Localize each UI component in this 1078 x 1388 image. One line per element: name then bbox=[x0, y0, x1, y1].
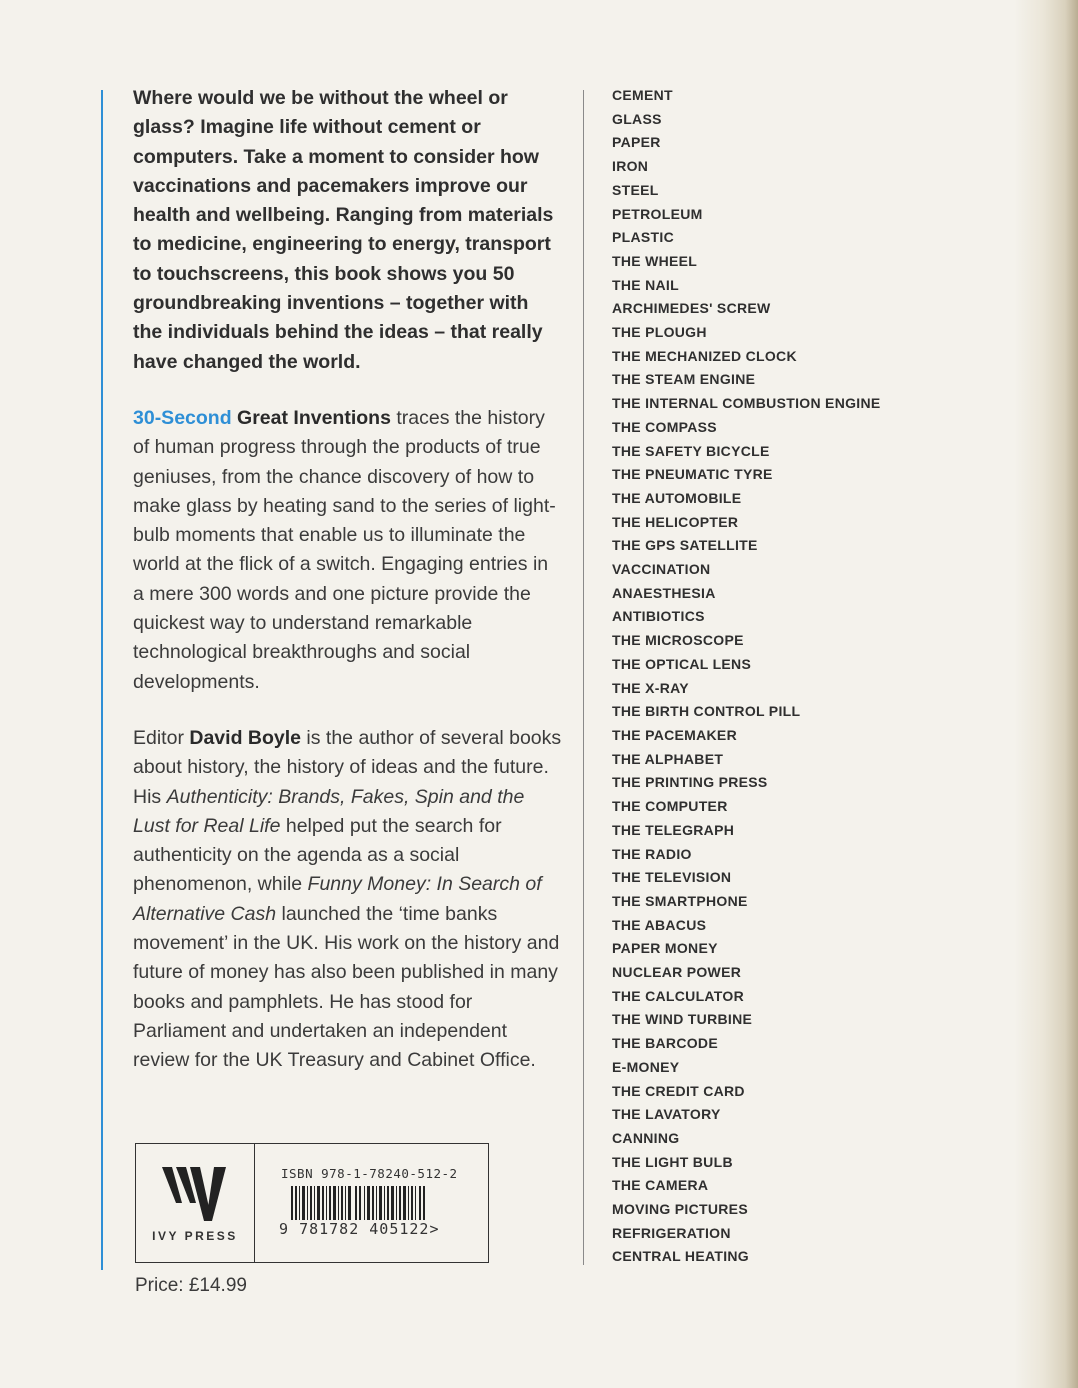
contents-item: THE HELICOPTER bbox=[612, 513, 739, 530]
barcode-first-digit: 9 bbox=[279, 1220, 290, 1238]
contents-item: THE STEAM ENGINE bbox=[612, 371, 756, 388]
contents-item: THE ABACUS bbox=[612, 916, 707, 933]
contents-item: GLASS bbox=[612, 110, 662, 127]
contents-item: THE PACEMAKER bbox=[612, 726, 737, 743]
contents-item: PLASTIC bbox=[612, 229, 674, 246]
contents-item: THE BARCODE bbox=[612, 1035, 718, 1052]
accent-rule bbox=[101, 90, 103, 1270]
book-title: Great Inventions bbox=[237, 406, 391, 429]
contents-item: THE TELEVISION bbox=[612, 869, 732, 886]
contents-item: CEMENT bbox=[612, 87, 673, 103]
barcode-arrow: > bbox=[429, 1220, 440, 1238]
contents-item: THE CALCULATOR bbox=[612, 987, 745, 1004]
editor-name: David Boyle bbox=[189, 726, 301, 749]
description-text: traces the history of human progress through the products of true geniuses, from the chance discovery of how to make glass by heating sand to the series of light-bulb moments that enable us to illuminate the world at the flick of a switch. Engaging entries in a mere 300 words and one picture provide the quickest way to understand remarkable technological breakthroughs and social developments. bbox=[133, 406, 556, 693]
contents-item: E-MONEY bbox=[612, 1058, 680, 1075]
isbn-label: ISBN 978-1-78240-512-2 bbox=[281, 1166, 458, 1181]
contents-item: THE SMARTPHONE bbox=[612, 892, 748, 909]
contents-item: IRON bbox=[612, 158, 649, 175]
contents-item: THE COMPUTER bbox=[612, 798, 728, 815]
contents-item: CANNING bbox=[612, 1129, 680, 1146]
contents-item: CENTRAL HEATING bbox=[612, 1248, 749, 1265]
description-paragraph bbox=[133, 404, 563, 697]
contents-item: THE NAIL bbox=[612, 276, 679, 293]
contents-item: PAPER MONEY bbox=[612, 940, 718, 957]
ivy-press-logo-icon bbox=[160, 1163, 230, 1223]
contents-item: THE MICROSCOPE bbox=[612, 632, 744, 649]
contents-item: THE PRINTING PRESS bbox=[612, 774, 768, 791]
contents-item: ARCHIMEDES' SCREW bbox=[612, 300, 771, 317]
bio-prefix: Editor bbox=[133, 726, 184, 749]
barcode-digits bbox=[279, 1220, 440, 1238]
contents-item: THE CREDIT CARD bbox=[612, 1082, 745, 1099]
contents-item: THE COMPASS bbox=[612, 418, 717, 435]
barcode-number: 781782 405122 bbox=[299, 1220, 430, 1238]
page-edge bbox=[1014, 0, 1078, 1388]
contents-item: THE CAMERA bbox=[612, 1177, 709, 1194]
barcode-area bbox=[255, 1144, 488, 1262]
publisher-name: IVY PRESS bbox=[152, 1229, 238, 1243]
contents-item: THE PNEUMATIC TYRE bbox=[612, 466, 773, 483]
contents-item: THE AUTOMOBILE bbox=[612, 489, 742, 506]
price: Price: £14.99 bbox=[135, 1275, 247, 1296]
contents-item: PAPER bbox=[612, 134, 661, 151]
series-brand: 30-Second bbox=[133, 406, 232, 429]
bio-text-1: is the author of several books about history, the history of ideas and the future. His bbox=[133, 726, 562, 808]
contents-item: ANTIBIOTICS bbox=[612, 608, 705, 625]
contents-item: THE INTERNAL COMBUSTION ENGINE bbox=[612, 395, 881, 412]
contents-item: THE OPTICAL LENS bbox=[612, 655, 752, 672]
contents-item: THE MECHANIZED CLOCK bbox=[612, 347, 797, 364]
contents-item: NUCLEAR POWER bbox=[612, 964, 742, 981]
contents-item: THE RADIO bbox=[612, 845, 692, 862]
isbn-box bbox=[135, 1143, 489, 1263]
contents-item: THE GPS SATELLITE bbox=[612, 537, 758, 554]
contents-item: VACCINATION bbox=[612, 561, 711, 578]
contents-item: THE BIRTH CONTROL PILL bbox=[612, 703, 801, 720]
contents-item: MOVING PICTURES bbox=[612, 1201, 748, 1218]
contents-item: THE ALPHABET bbox=[612, 750, 724, 767]
contents-item: STEEL bbox=[612, 181, 659, 198]
contents-item: THE WIND TURBINE bbox=[612, 1011, 753, 1028]
contents-item: THE PLOUGH bbox=[612, 324, 707, 341]
contents-item: THE X-RAY bbox=[612, 679, 689, 696]
contents-item: THE LAVATORY bbox=[612, 1106, 721, 1123]
intro-paragraph: Where would we be without the wheel or glass? Imagine life without cement or computers. Take a moment to consider how vaccinations and pacemakers improve our health and wellbeing. Ranging from materials to medicine, engineering to energy, transport to touchscreens, this book shows you 50 groundbreaking inventions – together with the individuals behind the ideas – that really have changed the world. bbox=[133, 87, 554, 373]
contents-item: PETROLEUM bbox=[612, 205, 703, 222]
contents-item: REFRIGERATION bbox=[612, 1224, 731, 1241]
publisher-logo bbox=[136, 1144, 255, 1262]
contents-item: THE TELEGRAPH bbox=[612, 821, 735, 838]
bio-text-2: helped put the search for authenticity on the agenda as a social phenomenon, while bbox=[133, 814, 502, 896]
book-funny-money: Funny Money: In Search of Alternative Cash bbox=[133, 873, 542, 925]
contents-item: THE LIGHT BULB bbox=[612, 1153, 733, 1170]
contents-item: THE WHEEL bbox=[612, 252, 698, 269]
book-authenticity: Authenticity: Brands, Fakes, Spin and the Lust for Real Life bbox=[133, 785, 525, 837]
column-divider bbox=[583, 90, 584, 1265]
blurb-column bbox=[133, 84, 563, 1076]
bio-text-3: launched the ‘time banks movement’ in the UK. His work on the history and future of money has also been published in many books and pamphlets. He has stood for Parliament and undertaken an independent review for the UK Treasury and Cabinet Office. bbox=[133, 902, 560, 1072]
editor-bio bbox=[133, 724, 563, 1076]
contents-item: THE SAFETY BICYCLE bbox=[612, 442, 770, 459]
contents-item: ANAESTHESIA bbox=[612, 584, 716, 601]
contents-list bbox=[612, 84, 881, 1269]
